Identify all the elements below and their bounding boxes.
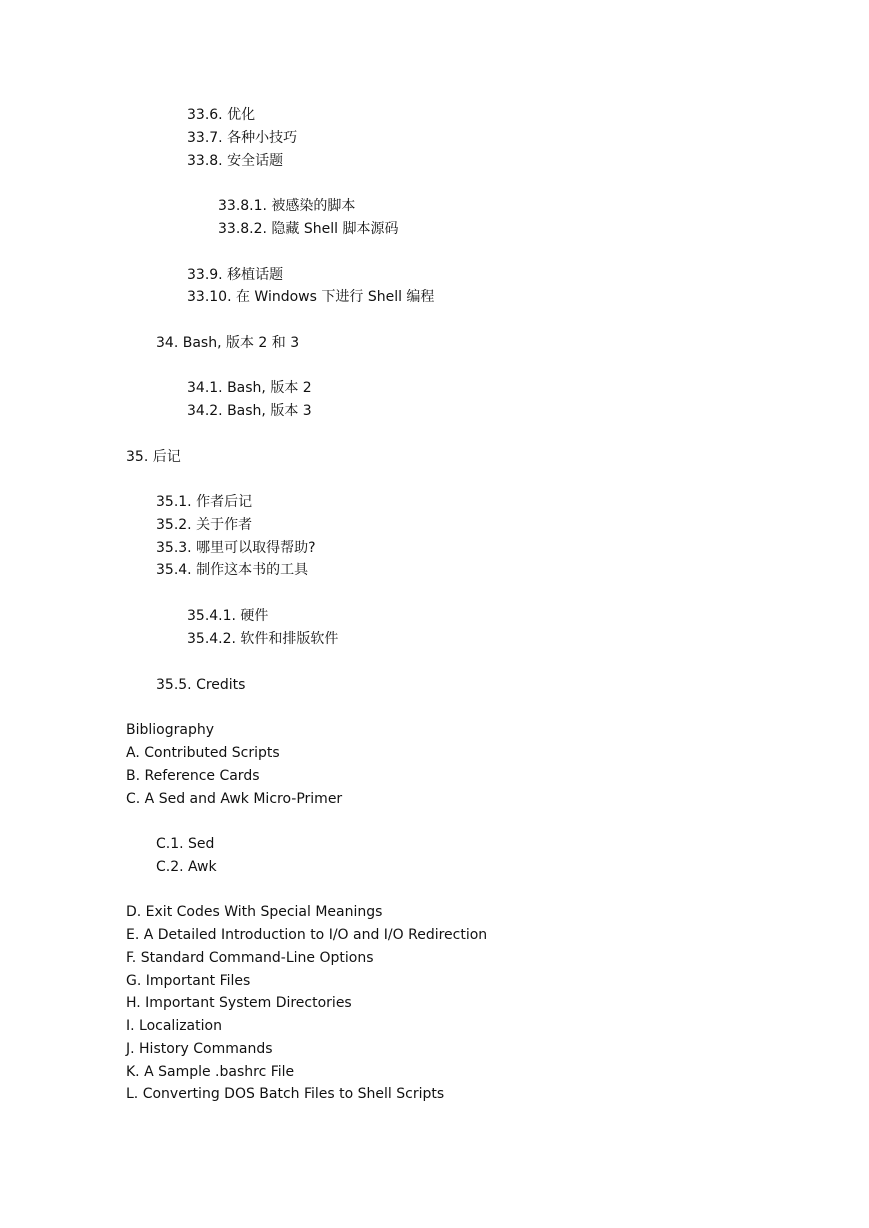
toc-entry-appendix-f[interactable]: F. Standard Command-Line Options — [126, 950, 374, 966]
toc-entry-35-2[interactable]: 35.2. 关于作者 — [156, 517, 253, 533]
toc-entry-35[interactable]: 35. 后记 — [126, 449, 181, 465]
toc-entry-appendix-g[interactable]: G. Important Files — [126, 973, 251, 989]
toc-entry-appendix-l[interactable]: L. Converting DOS Batch Files to Shell Scripts — [126, 1086, 445, 1102]
toc-entry-appendix-h[interactable]: H. Important System Directories — [126, 995, 352, 1011]
toc-entry-appendix-c[interactable]: C. A Sed and Awk Micro-Primer — [126, 791, 343, 807]
toc-entry-bibliography[interactable]: Bibliography — [126, 722, 214, 738]
toc-entry-34-1[interactable]: 34.1. Bash, 版本 2 — [187, 380, 312, 396]
toc-entry-appendix-a[interactable]: A. Contributed Scripts — [126, 745, 280, 761]
toc-entry-appendix-k[interactable]: K. A Sample .bashrc File — [126, 1064, 295, 1080]
toc-entry-appendix-i[interactable]: I. Localization — [126, 1018, 222, 1034]
toc-entry-35-5[interactable]: 35.5. Credits — [156, 677, 246, 693]
toc-entry-33-8[interactable]: 33.8. 安全话题 — [187, 153, 284, 169]
toc-entry-appendix-e[interactable]: E. A Detailed Introduction to I/O and I/O Redirection — [126, 927, 488, 943]
toc-entry-appendix-j[interactable]: J. History Commands — [126, 1041, 273, 1057]
toc-entry-34-2[interactable]: 34.2. Bash, 版本 3 — [187, 403, 312, 419]
toc-entry-33-7[interactable]: 33.7. 各种小技巧 — [187, 130, 298, 146]
toc-entry-33-10[interactable]: 33.10. 在 Windows 下进行 Shell 编程 — [187, 289, 435, 305]
toc-entry-33-8-2[interactable]: 33.8.2. 隐藏 Shell 脚本源码 — [218, 221, 399, 237]
toc-entry-35-4-1[interactable]: 35.4.1. 硬件 — [187, 608, 269, 624]
toc-entry-33-6[interactable]: 33.6. 优化 — [187, 107, 256, 123]
toc-entry-35-4[interactable]: 35.4. 制作这本书的工具 — [156, 562, 309, 578]
toc-entry-33-9[interactable]: 33.9. 移植话题 — [187, 267, 284, 283]
toc-entry-appendix-c-2[interactable]: C.2. Awk — [156, 859, 217, 875]
toc-entry-35-1[interactable]: 35.1. 作者后记 — [156, 494, 253, 510]
toc-entry-33-8-1[interactable]: 33.8.1. 被感染的脚本 — [218, 198, 356, 214]
toc-entry-appendix-d[interactable]: D. Exit Codes With Special Meanings — [126, 904, 383, 920]
toc-entry-34[interactable]: 34. Bash, 版本 2 和 3 — [156, 335, 300, 351]
toc-entry-35-3[interactable]: 35.3. 哪里可以取得帮助? — [156, 540, 316, 556]
toc-entry-appendix-c-1[interactable]: C.1. Sed — [156, 836, 215, 852]
toc-entry-35-4-2[interactable]: 35.4.2. 软件和排版软件 — [187, 631, 339, 647]
toc-entry-appendix-b[interactable]: B. Reference Cards — [126, 768, 260, 784]
